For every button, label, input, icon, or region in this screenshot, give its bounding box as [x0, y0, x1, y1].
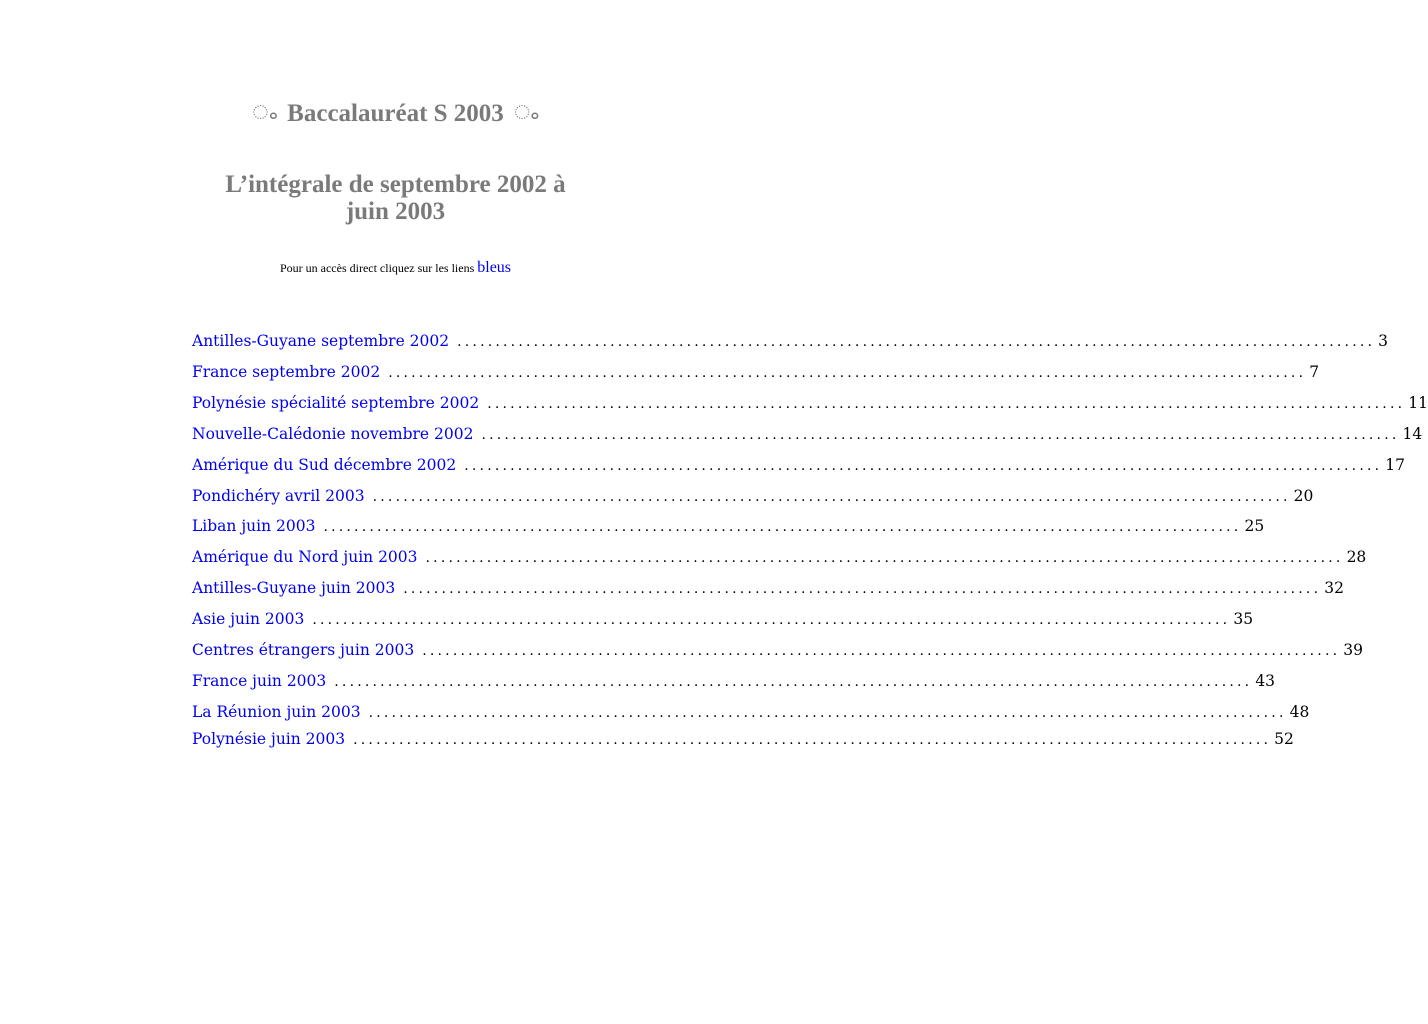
toc-leader-dots: ........................................................................................................................: [353, 732, 1272, 748]
subtitle-line-2: juin 2003: [345, 198, 446, 225]
toc-leader-dots: ........................................................................................................................: [403, 581, 1322, 597]
toc-entry-page-number: 25: [1244, 517, 1265, 535]
toc-entry-link[interactable]: La Réunion juin 2003: [192, 703, 361, 721]
toc-entry-page-number: 14: [1402, 425, 1423, 443]
toc-entry[interactable]: [192, 639, 1363, 661]
toc-leader-dots: ........................................................................................................................: [425, 550, 1344, 566]
toc-leader-dots: ........................................................................................................................: [323, 519, 1242, 535]
toc-entry[interactable]: [192, 454, 1406, 476]
toc-entry-link[interactable]: Pondichéry avril 2003: [192, 487, 365, 505]
toc-leader-dots: ........................................................................................................................: [457, 334, 1376, 350]
toc-entry-page-number: 32: [1324, 579, 1344, 597]
toc-entry-link[interactable]: Antilles-Guyane septembre 2002: [192, 332, 450, 350]
toc-entry-page-number: 28: [1346, 548, 1367, 566]
toc-entry-link[interactable]: Amérique du Nord juin 2003: [192, 548, 418, 566]
toc-entry-link[interactable]: Centres étrangers juin 2003: [192, 641, 415, 659]
toc-entry-page-number: 11: [1408, 394, 1428, 412]
toc-entry[interactable]: [192, 701, 1310, 723]
toc-entry[interactable]: [192, 423, 1423, 445]
document-subtitle: [0, 171, 791, 225]
ornament-right-icon: ം: [514, 102, 539, 124]
toc-leader-dots: ........................................................................................................................: [464, 458, 1383, 474]
toc-leader-dots: ........................................................................................................................: [368, 705, 1287, 721]
ornament-left-icon: ം: [252, 102, 277, 124]
document-title: [0, 100, 791, 128]
toc-leader-dots: ........................................................................................................................: [334, 674, 1253, 690]
toc-entry-page-number: 3: [1378, 332, 1389, 350]
subtitle-line-1: L’intégrale de septembre 2002 à: [225, 171, 566, 198]
toc-entry-link[interactable]: Asie juin 2003: [192, 610, 305, 628]
toc-entry-page-number: 52: [1274, 730, 1294, 748]
toc-entry[interactable]: [192, 546, 1367, 568]
toc-entry[interactable]: [192, 392, 1428, 414]
toc-entry-link[interactable]: France septembre 2002: [192, 363, 381, 381]
toc-entry-link[interactable]: France juin 2003: [192, 672, 327, 690]
toc-entry[interactable]: [192, 608, 1254, 630]
toc-entry[interactable]: [192, 577, 1344, 599]
toc-entry-page-number: 39: [1343, 641, 1363, 659]
toc-entry-link[interactable]: Nouvelle-Calédonie novembre 2002: [192, 425, 474, 443]
access-note-text: Pour un accès direct cliquez sur les liens: [279, 261, 475, 275]
toc-entry-link[interactable]: Polynésie juin 2003: [192, 730, 346, 748]
toc-entry-page-number: 20: [1293, 487, 1314, 505]
toc-leader-dots: ........................................................................................................................: [481, 427, 1400, 443]
toc-leader-dots: ........................................................................................................................: [388, 365, 1307, 381]
toc-entry-page-number: 43: [1255, 672, 1276, 690]
toc-entry[interactable]: [192, 515, 1265, 537]
toc-entry-link[interactable]: Liban juin 2003: [192, 517, 316, 535]
toc-entry-page-number: 35: [1233, 610, 1254, 628]
document-title-text: Baccalauréat S 2003: [287, 100, 504, 127]
toc-entry[interactable]: [192, 670, 1276, 692]
toc-leader-dots: ........................................................................................................................: [372, 489, 1291, 505]
toc-entry[interactable]: [192, 728, 1294, 750]
access-note-link-word: bleus: [477, 259, 512, 276]
toc-entry-page-number: 48: [1289, 703, 1310, 721]
toc-entry[interactable]: [192, 361, 1320, 383]
access-note: [0, 259, 791, 277]
toc-leader-dots: ........................................................................................................................: [422, 643, 1341, 659]
toc-entry-link[interactable]: Polynésie spécialité septembre 2002: [192, 394, 480, 412]
toc-entry-link[interactable]: Amérique du Sud décembre 2002: [192, 456, 457, 474]
toc-entry-link[interactable]: Antilles-Guyane juin 2003: [192, 579, 396, 597]
toc-leader-dots: ........................................................................................................................: [312, 612, 1231, 628]
toc-entry-page-number: 7: [1309, 363, 1320, 381]
toc-leader-dots: ........................................................................................................................: [487, 396, 1406, 412]
toc-entry[interactable]: [192, 485, 1314, 507]
toc-entry[interactable]: [192, 330, 1389, 352]
toc-entry-page-number: 17: [1385, 456, 1406, 474]
